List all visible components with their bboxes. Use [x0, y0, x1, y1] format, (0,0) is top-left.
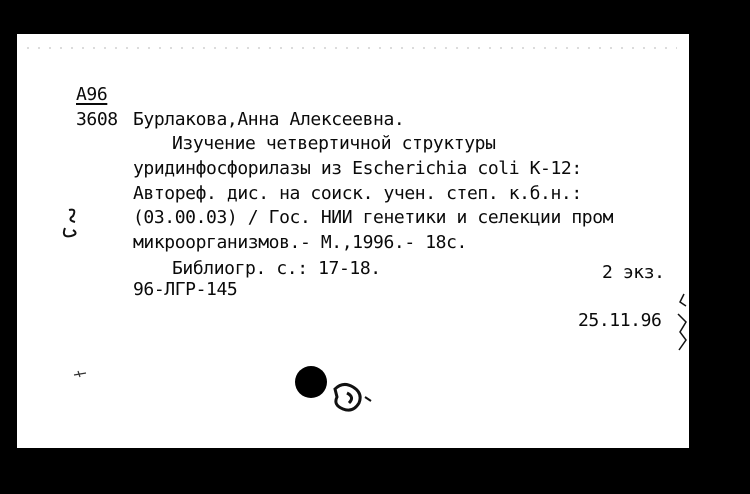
shelf-mark: А96 — [76, 84, 108, 105]
stamp-blot-icon — [329, 379, 377, 419]
bibliography-note: Библиогр. с.: 17-18. — [172, 258, 381, 279]
author-heading: Бурлакова,Анна Алексеевна. — [133, 109, 405, 130]
title-line-5: микроорганизмов.- М.,1996.- 18с. — [133, 232, 467, 253]
title-line-4: (03.00.03) / Гос. НИИ генетики и селекции пром — [133, 207, 614, 228]
date-stamp: 25.11.96 — [578, 310, 662, 331]
small-mark-icon — [72, 369, 88, 379]
title-line-2: уридинфосфорилазы из Escherichia coli К-12: — [133, 158, 582, 179]
registration-number: 96-ЛГР-145 — [133, 279, 238, 300]
card-top-rule — [17, 46, 689, 50]
title-line-1: Изучение четвертичной структуры — [172, 133, 496, 154]
catalog-card — [17, 34, 689, 448]
handwritten-mark-icon — [59, 206, 91, 246]
title-line-3: Автореф. дис. на соиск. учен. степ. к.б.н.: — [133, 183, 582, 204]
copies-count: 2 экз. — [602, 262, 665, 283]
scribble-right-edge-icon — [674, 292, 690, 358]
punch-hole — [295, 366, 327, 398]
call-number: 3608 — [76, 109, 118, 130]
